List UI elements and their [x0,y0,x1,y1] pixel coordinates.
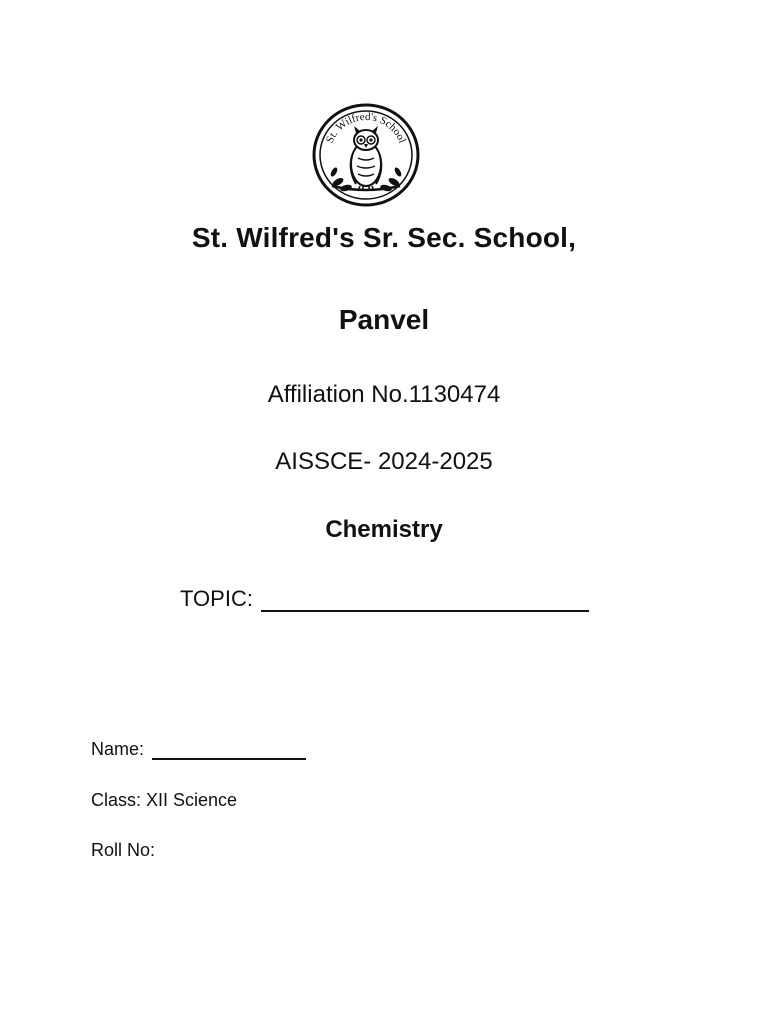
topic-blank-line[interactable] [261,590,589,612]
class-field [91,790,237,811]
subject-title: Chemistry [325,516,443,543]
exam-session: AISSCE- 2024-2025 [275,448,493,475]
topic-field [180,586,589,612]
name-field [91,739,306,760]
topic-label: TOPIC: [180,586,253,611]
roll-number-field [91,840,155,861]
affiliation-number: Affiliation No.1130474 [267,381,501,408]
name-blank-line[interactable] [152,742,306,760]
roll-number-label: Roll No: [91,840,156,860]
name-label: Name: [91,739,145,759]
logo-arc-text: St. Wilfred's School [323,110,409,145]
owl-emblem-icon [308,98,424,208]
school-city: Panvel [338,304,430,335]
school-logo [308,98,424,208]
school-name: St. Wilfred's Sr. Sec. School, [191,222,577,253]
class-label: Class: XII Science [91,790,238,810]
